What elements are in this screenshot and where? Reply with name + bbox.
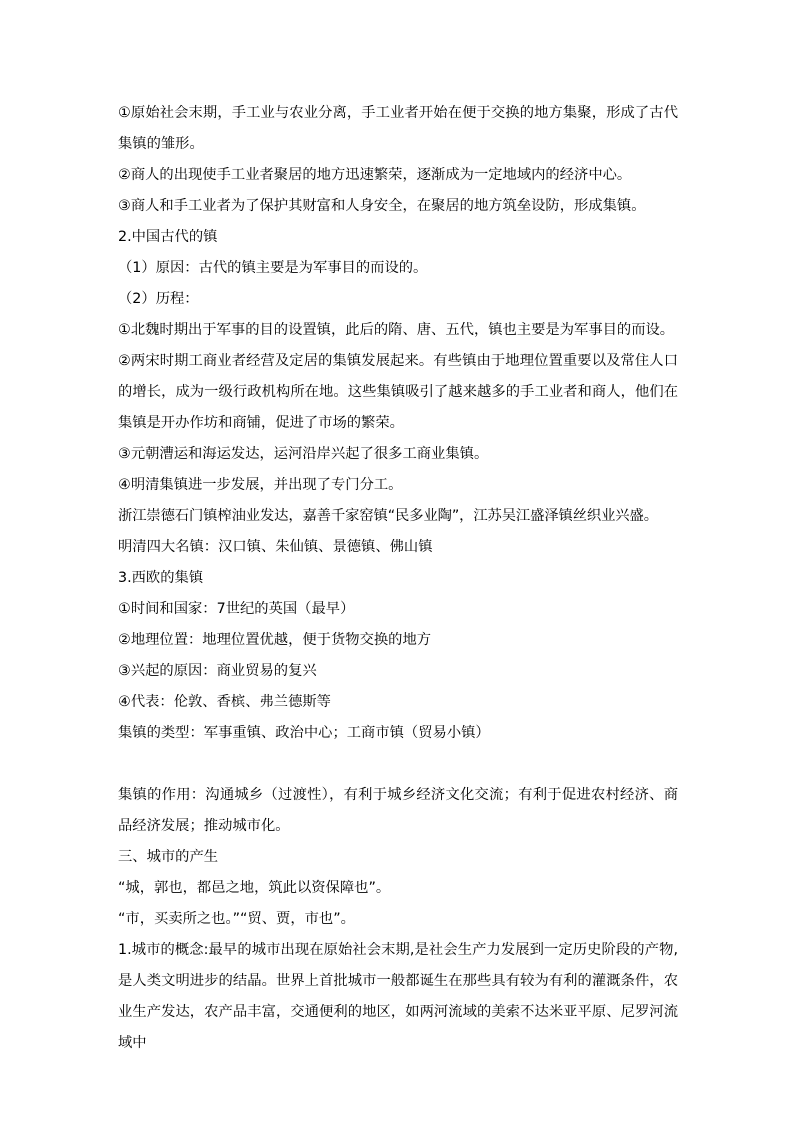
paragraph-yuan-dynasty: ③元朝漕运和海运发达，运河沿岸兴起了很多工商业集镇。 bbox=[118, 446, 489, 462]
paragraph-northern-wei: ①北魏时期出于军事的目的设置镇，此后的隋、唐、五代，镇也主要是为军事目的而设。 bbox=[118, 322, 675, 338]
paragraph-location: ②地理位置：地理位置优越，便于货物交换的地方 bbox=[118, 632, 432, 648]
paragraph-reason: （1）原因：古代的镇主要是为军事目的而设的。 bbox=[118, 260, 428, 276]
paragraph-quote-shi: “市，买卖所之也。”“贸、贾，市也”。 bbox=[118, 911, 355, 927]
section-heading-city-origin: 三、城市的产生 bbox=[118, 849, 219, 865]
paragraph-zhejiang-jiangsu: 浙江崇德石门镇榨油业发达，嘉善千家窑镇“民多业陶”，江苏吴江盛泽镇丝织业兴盛。 bbox=[118, 508, 658, 524]
paragraph-history-label: （2）历程： bbox=[118, 291, 199, 307]
section-heading-western-europe: 3.西欧的集镇 bbox=[118, 570, 204, 586]
paragraph-city-concept: 1.城市的概念:最早的城市出现在原始社会末期,是社会生产力发展到一定历史阶段的产物,是人类文明进步的结晶。世界上首批城市一般都诞生在那些具有较为有利的灌溉条件，农业生产发达，农产品丰富，交通便利的地区，如两河流域的美索不达米亚平原、尼罗河流域中 bbox=[118, 942, 678, 1051]
paragraph-rise-reason: ③兴起的原因：商业贸易的复兴 bbox=[118, 663, 317, 679]
paragraph-song-dynasty: ②两宋时期工商业者经营及定居的集镇发展起来。有些镇由于地理位置重要以及常住人口的增长，成为一级行政机构所在地。这些集镇吸引了越来越多的手工业者和商人，他们在集镇是开办作坊和商铺，促进了市场的繁荣。 bbox=[118, 353, 678, 431]
paragraph-town-function: 集镇的作用：沟通城乡（过渡性），有利于城乡经济文化交流；有利于促进农村经济、商品经济发展；推动城市化。 bbox=[118, 787, 678, 834]
paragraph-time-country: ①时间和国家：7世纪的英国（最早） bbox=[118, 601, 355, 617]
paragraph-four-famous-towns: 明清四大名镇：汉口镇、朱仙镇、景德镇、佛山镇 bbox=[118, 539, 433, 555]
paragraph-merchant-prosperity: ②商人的出现使手工业者聚居的地方迅速繁荣，逐渐成为一定地域内的经济中心。 bbox=[118, 167, 632, 183]
paragraph-primitive-origin: ①原始社会末期，手工业与农业分离，手工业者开始在便于交换的地方集聚，形成了古代集镇的雏形。 bbox=[118, 105, 678, 152]
section-heading-china-towns: 2.中国古代的镇 bbox=[118, 229, 218, 245]
paragraph-representatives: ④代表：伦敦、香槟、弗兰德斯等 bbox=[118, 694, 331, 710]
document-body bbox=[118, 98, 678, 1059]
paragraph-ming-qing: ④明清集镇进一步发展，并出现了专门分工。 bbox=[118, 477, 403, 493]
paragraph-fortification: ③商人和手工业者为了保护其财富和人身安全，在聚居的地方筑垒设防，形成集镇。 bbox=[118, 198, 646, 214]
paragraph-town-types: 集镇的类型：军事重镇、政治中心；工商市镇（贸易小镇） bbox=[118, 725, 490, 741]
paragraph-quote-cheng: “城，郭也，都邑之地，筑此以资保障也”。 bbox=[118, 880, 391, 896]
blank-line bbox=[118, 749, 678, 780]
